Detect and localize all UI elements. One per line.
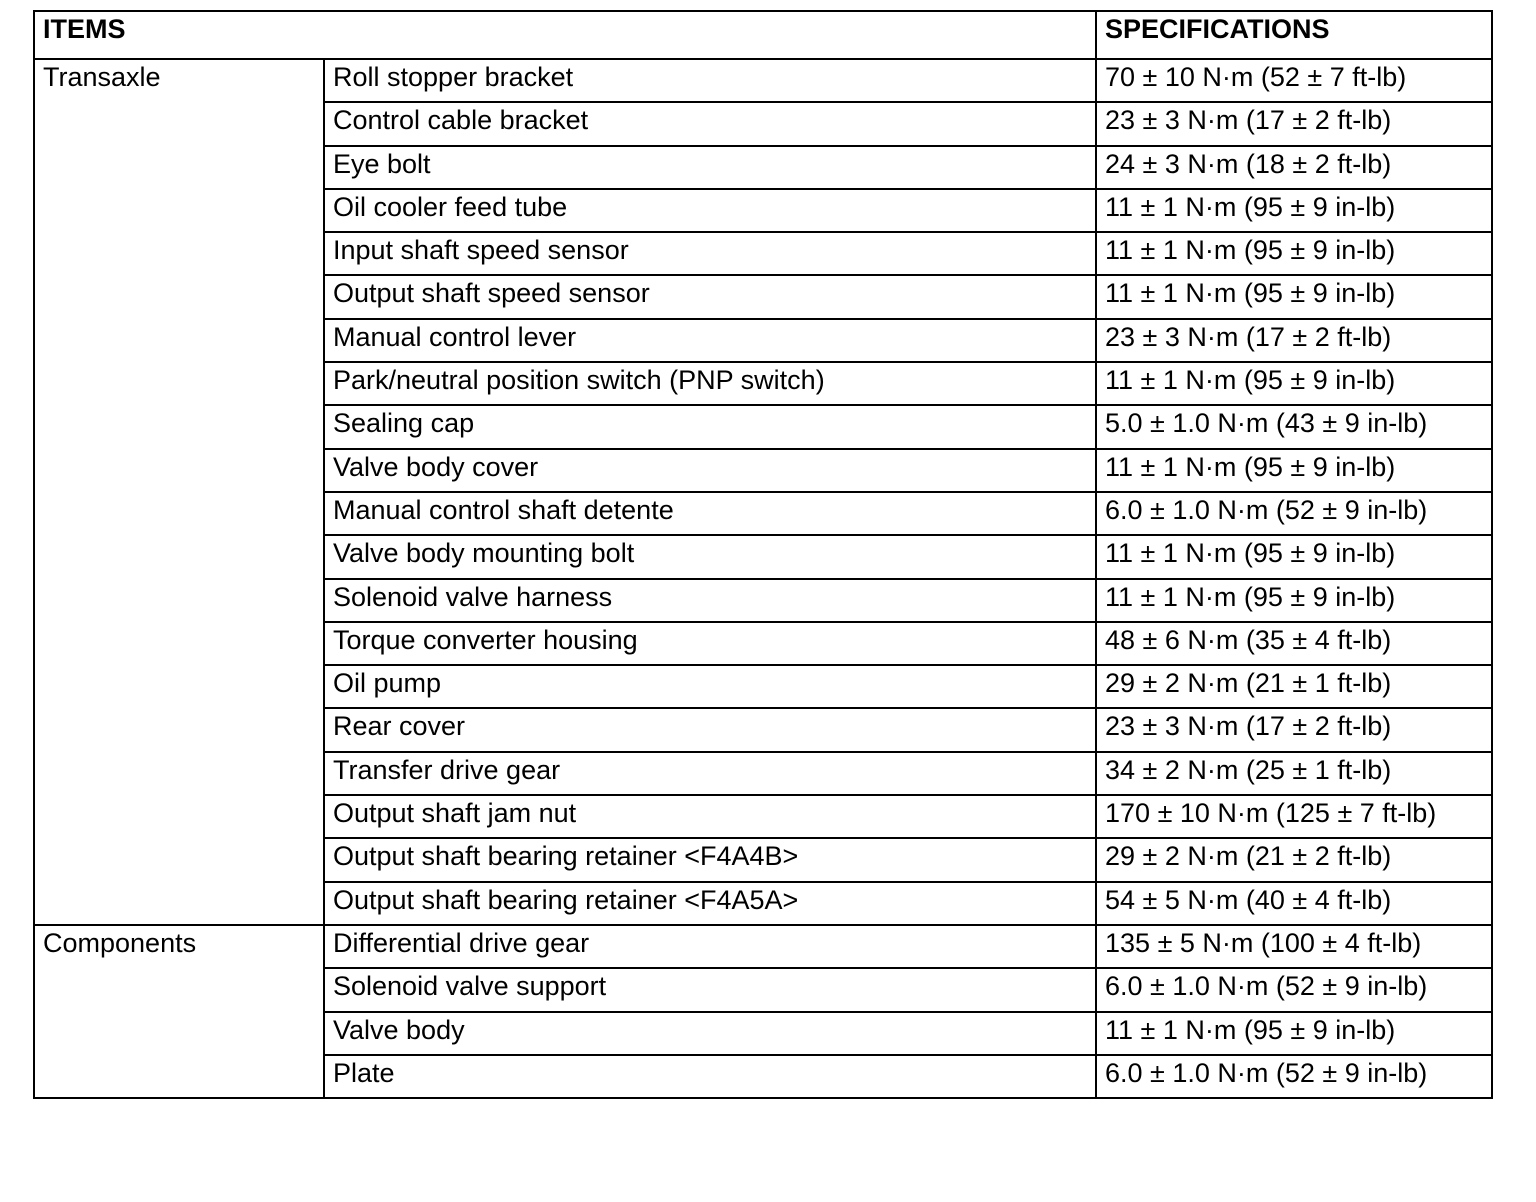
item-cell: Transfer drive gear [324, 752, 1096, 795]
items-header: ITEMS [34, 11, 1096, 59]
item-cell: Park/neutral position switch (PNP switch) [324, 362, 1096, 405]
spec-cell: 70 ± 10 N·m (52 ± 7 ft-lb) [1096, 59, 1492, 102]
spec-cell: 170 ± 10 N·m (125 ± 7 ft-lb) [1096, 795, 1492, 838]
spec-cell: 54 ± 5 N·m (40 ± 4 ft-lb) [1096, 882, 1492, 925]
item-cell: Oil cooler feed tube [324, 189, 1096, 232]
item-cell: Rear cover [324, 708, 1096, 751]
spec-cell: 23 ± 3 N·m (17 ± 2 ft-lb) [1096, 708, 1492, 751]
spec-cell: 135 ± 5 N·m (100 ± 4 ft-lb) [1096, 925, 1492, 968]
table-row [34, 59, 1492, 102]
header-row [34, 11, 1492, 59]
item-cell: Valve body cover [324, 449, 1096, 492]
spec-cell: 11 ± 1 N·m (95 ± 9 in-lb) [1096, 449, 1492, 492]
spec-cell: 11 ± 1 N·m (95 ± 9 in-lb) [1096, 189, 1492, 232]
table-body [34, 11, 1492, 1098]
item-cell: Output shaft bearing retainer <F4A4B> [324, 838, 1096, 881]
spec-cell: 11 ± 1 N·m (95 ± 9 in-lb) [1096, 1012, 1492, 1055]
spec-cell: 11 ± 1 N·m (95 ± 9 in-lb) [1096, 232, 1492, 275]
item-cell: Oil pump [324, 665, 1096, 708]
spec-cell: 29 ± 2 N·m (21 ± 1 ft-lb) [1096, 665, 1492, 708]
item-cell: Solenoid valve support [324, 968, 1096, 1011]
spec-cell: 11 ± 1 N·m (95 ± 9 in-lb) [1096, 535, 1492, 578]
item-cell: Control cable bracket [324, 102, 1096, 145]
item-cell: Differential drive gear [324, 925, 1096, 968]
spec-cell: 48 ± 6 N·m (35 ± 4 ft-lb) [1096, 622, 1492, 665]
item-cell: Valve body [324, 1012, 1096, 1055]
torque-spec-table [33, 10, 1493, 1099]
spec-cell: 29 ± 2 N·m (21 ± 2 ft-lb) [1096, 838, 1492, 881]
item-cell: Plate [324, 1055, 1096, 1098]
spec-cell: 11 ± 1 N·m (95 ± 9 in-lb) [1096, 275, 1492, 318]
spec-cell: 34 ± 2 N·m (25 ± 1 ft-lb) [1096, 752, 1492, 795]
spec-cell: 11 ± 1 N·m (95 ± 9 in-lb) [1096, 579, 1492, 622]
group-name-cell: Transaxle [34, 59, 324, 925]
item-cell: Eye bolt [324, 146, 1096, 189]
specifications-header: SPECIFICATIONS [1096, 11, 1492, 59]
spec-cell: 6.0 ± 1.0 N·m (52 ± 9 in-lb) [1096, 492, 1492, 535]
item-cell: Output shaft speed sensor [324, 275, 1096, 318]
item-cell: Torque converter housing [324, 622, 1096, 665]
item-cell: Input shaft speed sensor [324, 232, 1096, 275]
table-row [34, 925, 1492, 968]
spec-cell: 5.0 ± 1.0 N·m (43 ± 9 in-lb) [1096, 405, 1492, 448]
spec-cell: 23 ± 3 N·m (17 ± 2 ft-lb) [1096, 319, 1492, 362]
spec-cell: 6.0 ± 1.0 N·m (52 ± 9 in-lb) [1096, 968, 1492, 1011]
item-cell: Roll stopper bracket [324, 59, 1096, 102]
item-cell: Sealing cap [324, 405, 1096, 448]
spec-cell: 11 ± 1 N·m (95 ± 9 in-lb) [1096, 362, 1492, 405]
group-name-cell: Components [34, 925, 324, 1098]
spec-cell: 24 ± 3 N·m (18 ± 2 ft-lb) [1096, 146, 1492, 189]
item-cell: Valve body mounting bolt [324, 535, 1096, 578]
item-cell: Manual control lever [324, 319, 1096, 362]
spec-cell: 6.0 ± 1.0 N·m (52 ± 9 in-lb) [1096, 1055, 1492, 1098]
item-cell: Output shaft bearing retainer <F4A5A> [324, 882, 1096, 925]
item-cell: Manual control shaft detente [324, 492, 1096, 535]
item-cell: Solenoid valve harness [324, 579, 1096, 622]
spec-cell: 23 ± 3 N·m (17 ± 2 ft-lb) [1096, 102, 1492, 145]
item-cell: Output shaft jam nut [324, 795, 1096, 838]
